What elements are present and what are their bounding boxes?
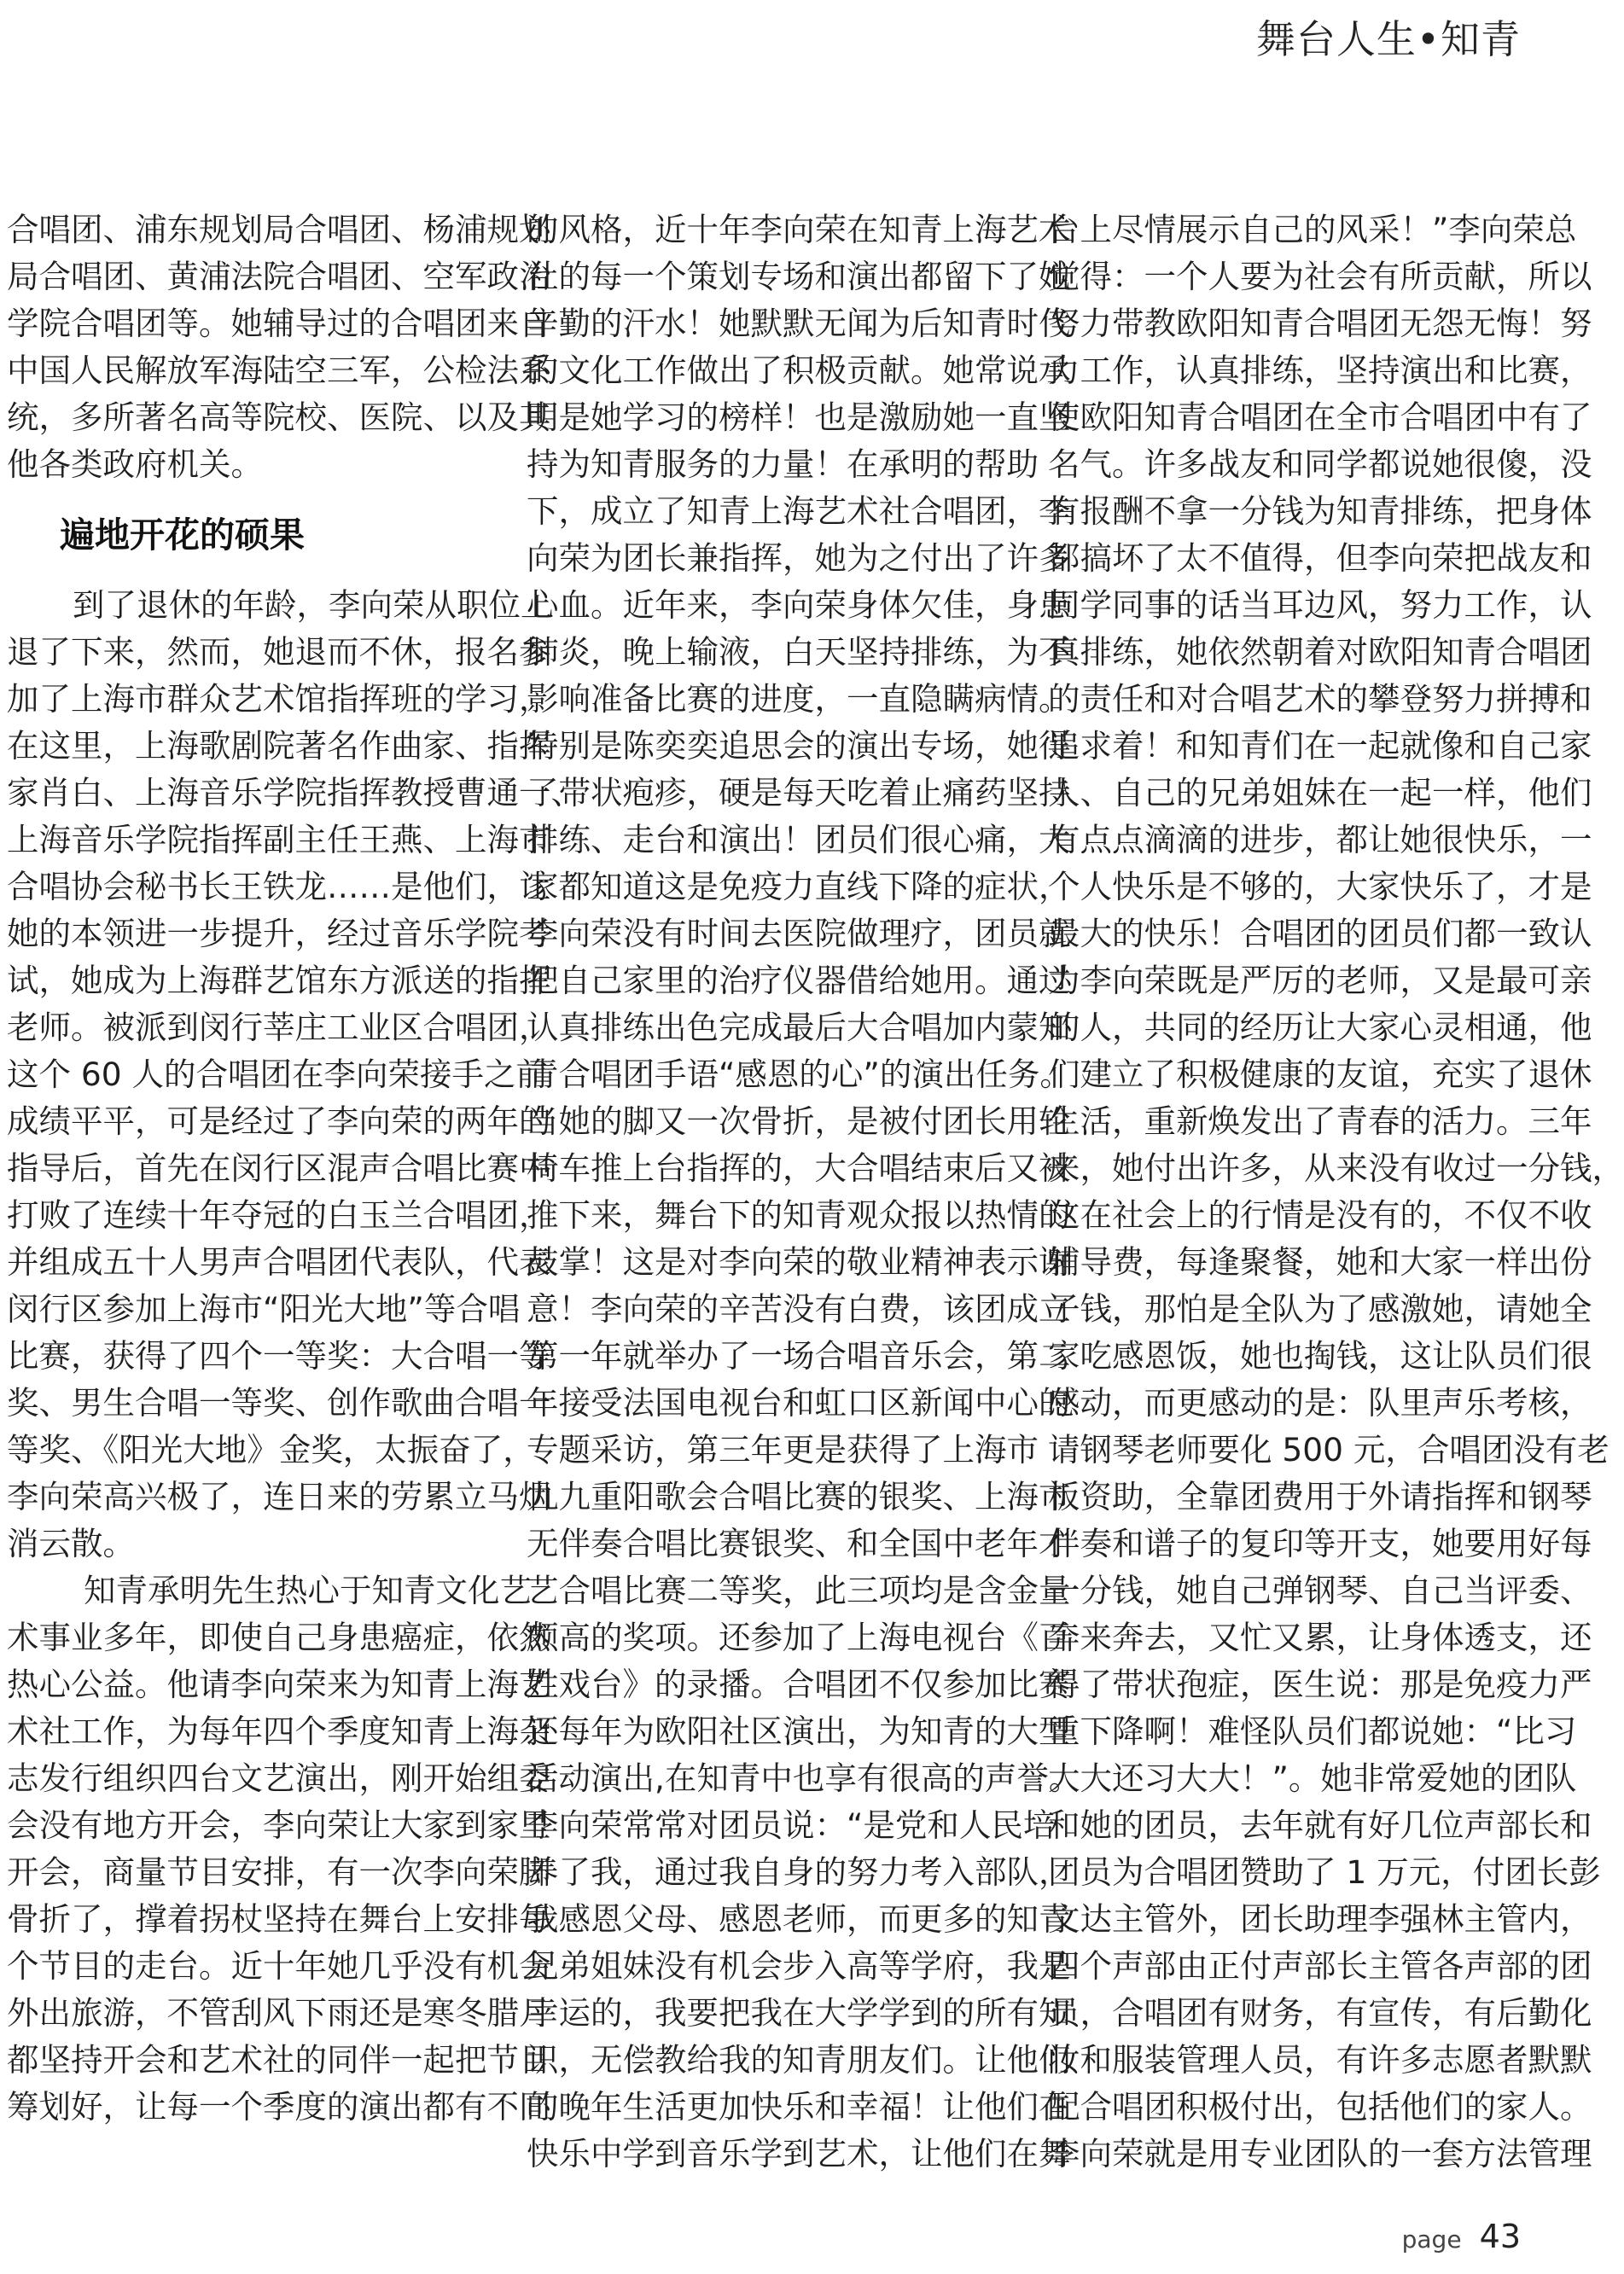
- text-line: 辅导费，每逢聚餐，她和大家一样出份: [1048, 1243, 1592, 1281]
- text-line: 到了退休的年龄，李向荣从职位上: [73, 586, 553, 624]
- text-line: 伴奏和谱子的复印等开支，她要用好每: [1048, 1525, 1592, 1562]
- text-line: 意！李向荣的辛苦没有白费，该团成立: [527, 1290, 1071, 1328]
- text-line: 他各类政府机关。: [7, 445, 263, 483]
- text-line: 颇高的奖项。还参加了上海电视台《百: [527, 1619, 1071, 1656]
- text-line: 都搞坏了太不值得，但李向荣把战友和: [1048, 539, 1592, 577]
- text-line: 成绩平平，可是经过了李向荣的两年的: [7, 1102, 551, 1140]
- text-line: 识，无偿教给我的知青朋友们。让他们: [527, 2041, 1071, 2079]
- text-line: 术社工作，为每年四个季度知青上海杂: [7, 1713, 551, 1750]
- text-line: 团员为合唱团赞助了 1 万元，付团长彭: [1048, 1853, 1601, 1891]
- text-line: 重下降啊！难怪队员们都说她：“比习: [1048, 1713, 1577, 1750]
- paragraph: [7, 582, 583, 1567]
- text-line: 妆和服装管理人员，有许多志愿者默默: [1048, 2041, 1592, 2079]
- text-line: 活动演出,在知青中也享有很高的声誉。: [527, 1759, 1081, 1797]
- text-line: 还每年为欧阳社区演出，为知青的大型: [527, 1713, 1071, 1750]
- text-line: 上海音乐学院指挥副主任王燕、上海市: [7, 821, 551, 858]
- text-line: 志发行组织四台文艺演出，刚开始组委: [7, 1759, 551, 1797]
- section-heading: 遍地开花的硕果: [60, 515, 305, 555]
- text-line: 的责任和对合唱艺术的攀登努力拼搏和: [1048, 680, 1592, 718]
- text-line: 年接受法国电视台和虹口区新闻中心的: [527, 1384, 1071, 1422]
- text-line: 来，她付出许多，从来没有收过一分钱，: [1048, 1149, 1624, 1187]
- text-line: 名气。许多战友和同学都说她很傻，没: [1048, 445, 1592, 483]
- text-line: 觉得：一个人要为社会有所贡献，所以: [1048, 258, 1592, 295]
- text-line: 追求着！和知青们在一起就像和自己家: [1048, 727, 1592, 765]
- text-line: 学院合唱团等。她辅导过的合唱团来自: [7, 305, 551, 342]
- text-line: 四个声部由正付声部长主管各声部的团: [1048, 1947, 1592, 1985]
- text-line: 奖、男生合唱一等奖、创作歌曲合唱一: [7, 1384, 551, 1422]
- text-line: 使欧阳知青合唱团在全市合唱团中有了: [1048, 398, 1592, 436]
- text-line: 最大的快乐！合唱团的团员们都一致认: [1048, 915, 1592, 952]
- text-line: 第一年就举办了一场合唱音乐会，第二: [527, 1337, 1071, 1375]
- text-line: 们建立了积极健康的友谊，充实了退休: [1048, 1056, 1592, 1093]
- text-line: 李向荣没有时间去医院做理疗，团员就: [527, 915, 1071, 952]
- text-line: 把自己家里的治疗仪器借给她用。通过: [527, 962, 1071, 999]
- text-line: 鼓掌！这是对李向荣的敬业精神表示谢: [527, 1243, 1071, 1281]
- text-line: 特别是陈奕奕追思会的演出专场，她得: [527, 727, 1071, 765]
- text-line: 这在社会上的行情是没有的，不仅不收: [1048, 1196, 1592, 1234]
- text-line: 了带状疱疹，硬是每天吃着止痛药坚持: [527, 774, 1071, 811]
- text-line: 局合唱团、黄浦法院合唱团、空军政治: [7, 258, 551, 295]
- text-line: 认真排练出色完成最后大合唱加内蒙知: [527, 1009, 1071, 1046]
- text-line: 明是她学习的榜样！也是激励她一直坚: [527, 398, 1071, 436]
- text-line: 有点点滴滴的进步，都让她很快乐，一: [1048, 821, 1592, 858]
- text-line: 她的本领进一步提升，经过音乐学院考: [7, 915, 551, 952]
- text-line: 个节目的走台。近十年她几乎没有机会: [7, 1947, 551, 1985]
- text-line: 同学同事的话当耳边风，努力工作，认: [1048, 586, 1592, 624]
- text-line: 李向荣就是用专业团队的一套方法管理: [1048, 2135, 1592, 2172]
- text-line: 兄弟姐妹没有机会步入高等学府，我是: [527, 1947, 1071, 1985]
- text-line: 比赛，获得了四个一等奖：大合唱一等: [7, 1337, 551, 1375]
- text-line: 个人快乐是不够的，大家快乐了，才是: [1048, 868, 1592, 905]
- text-line: 合唱协会秘书长王铁龙……是他们，让: [7, 868, 551, 905]
- text-line: 台上尽情展示自己的风采！”李向荣总: [1048, 211, 1577, 248]
- text-line: 请钢琴老师要化 500 元，合唱团没有老: [1048, 1431, 1609, 1469]
- text-line: 的文化工作做出了积极贡献。她常说承: [527, 352, 1071, 389]
- text-line: 外出旅游，不管刮风下雨还是寒冬腊月: [7, 1994, 551, 2032]
- text-line: 加了上海市群众艺术馆指挥班的学习，: [7, 680, 551, 718]
- text-line: 术事业多年，即使自己身患癌症，依然: [7, 1619, 551, 1656]
- text-line: 李向荣常常对团员说：“是党和人民培: [527, 1806, 1056, 1844]
- text-line: 指导后，首先在闵行区混声合唱比赛中: [7, 1149, 551, 1187]
- text-line: 辛勤的汗水！她默默无闻为后知青时代: [527, 305, 1071, 342]
- text-line: 消云散。: [7, 1525, 135, 1562]
- text-line: 人、自己的兄弟姐妹在一起一样，他们: [1048, 774, 1592, 811]
- text-line: 下，成立了知青上海艺术社合唱团，李: [527, 492, 1071, 530]
- text-line: 得了带状孢症，医生说：那是免疫力严: [1048, 1666, 1592, 1703]
- text-line: 一分钱，她自己弹钢琴、自己当评委、: [1048, 1572, 1592, 1609]
- text-line: 和她的团员，去年就有好几位声部长和: [1048, 1806, 1592, 1844]
- text-line: 试，她成为上海群艺馆东方派送的指挥: [7, 962, 551, 999]
- text-line: 闵行区参加上海市“阳光大地”等合唱: [7, 1290, 521, 1328]
- page-number: 43: [1479, 2218, 1521, 2255]
- text-line: 这个 60 人的合唱团在李向荣接手之前: [7, 1056, 549, 1093]
- text-line: 肺炎，晚上输液，白天坚持排练，为不: [527, 633, 1071, 671]
- text-line: 会没有地方开会，李向荣让大家到家里: [7, 1806, 551, 1844]
- text-line: 大大还习大大！”。她非常爱她的团队: [1048, 1759, 1577, 1797]
- article-column-2: [527, 206, 1081, 2178]
- text-line: 椅车推上台指挥的，大合唱结束后又被: [527, 1149, 1071, 1187]
- text-line: 子钱，那怕是全队为了感激她，请她全: [1048, 1290, 1592, 1328]
- text-line: 我感恩父母、感恩老师，而更多的知青: [527, 1900, 1071, 1938]
- text-line: 文达主管外，团长助理李强林主管内，: [1048, 1900, 1592, 1938]
- text-line: 退了下来，然而，她退而不休，报名参: [7, 633, 551, 671]
- text-line: 家都知道这是免疫力直线下降的症状，: [527, 868, 1071, 905]
- text-line: 家肖白、上海音乐学院指挥教授曹通一、: [7, 774, 583, 811]
- text-line: 有报酬不拿一分钱为知青排练，把身体: [1048, 492, 1592, 530]
- text-line: 专题采访，第三年更是获得了上海市: [527, 1431, 1039, 1469]
- text-line: 养了我，通过我自身的努力考入部队，: [527, 1853, 1071, 1891]
- text-line: 心血。近年来，李向荣身体欠佳，身患: [527, 586, 1071, 624]
- text-line: 知青承明先生热心于知青文化艺: [84, 1572, 532, 1609]
- page-label: page: [1401, 2225, 1462, 2254]
- text-line: 并组成五十人男声合唱团代表队，代表: [7, 1243, 551, 1281]
- text-line: 的风格，近十年李向荣在知青上海艺术: [527, 211, 1071, 248]
- text-line: 在这里，上海歌剧院著名作曲家、指挥: [7, 727, 551, 765]
- text-line: 的晚年生活更加快乐和幸福！让他们在: [527, 2088, 1071, 2126]
- text-line: 姓戏台》的录播。合唱团不仅参加比赛: [527, 1666, 1071, 1703]
- article-column-1: [7, 206, 583, 2131]
- text-line: 艺合唱比赛二等奖，此三项均是含金量: [527, 1572, 1071, 1609]
- text-line: 力工作，认真排练，坚持演出和比赛，: [1048, 352, 1592, 389]
- text-line: 中国人民解放军海陆空三军，公检法系: [7, 352, 551, 389]
- text-line: 筹划好，让每一个季度的演出都有不同: [7, 2088, 551, 2126]
- text-line: 员，合唱团有财务，有宣传，有后勤化: [1048, 1994, 1592, 2032]
- text-line: 配合唱团积极付出，包括他们的家人。: [1048, 2088, 1592, 2126]
- paragraph: [527, 206, 1081, 2178]
- text-line: 等奖、《阳光大地》金奖，太振奋了，: [7, 1431, 535, 1469]
- text-line: 骨折了，撑着拐杖坚持在舞台上安排每: [7, 1900, 551, 1938]
- text-line: 当她的脚又一次骨折，是被付团长用轮: [527, 1102, 1071, 1140]
- text-line: 奔来奔去，又忙又累，让身体透支，还: [1048, 1619, 1592, 1656]
- section-header: 舞台人生•知青: [1255, 16, 1521, 62]
- article-column-3: [1048, 206, 1624, 2178]
- text-line: 合唱团、浦东规划局合唱团、杨浦规划: [7, 211, 551, 248]
- text-line: 真排练，她依然朝着对欧阳知青合唱团: [1048, 633, 1592, 671]
- text-line: 幸运的，我要把我在大学学到的所有知: [527, 1994, 1071, 2032]
- text-line: 影响准备比赛的进度，一直隐瞒病情。: [527, 680, 1071, 718]
- paragraph: [1048, 206, 1624, 2178]
- text-line: 排练、走台和演出！团员们很心痛，大: [527, 821, 1071, 858]
- text-line: 持为知青服务的力量！在承明的帮助: [527, 445, 1039, 483]
- text-line: 青合唱团手语“感恩的心”的演出任务。: [527, 1056, 1072, 1093]
- text-line: 九九重阳歌会合唱比赛的银奖、上海市: [527, 1478, 1071, 1515]
- text-line: 的人，共同的经历让大家心灵相通，他: [1048, 1009, 1592, 1046]
- text-line: 快乐中学到音乐学到艺术，让他们在舞: [527, 2135, 1071, 2172]
- text-line: 家吃感恩饭，她也掏钱，这让队员们很: [1048, 1337, 1592, 1375]
- paragraph: [7, 206, 551, 488]
- text-line: 热心公益。他请李向荣来为知青上海艺: [7, 1666, 551, 1703]
- text-line: 为李向荣既是严厉的老师，又是最可亲: [1048, 962, 1592, 999]
- text-line: 向荣为团长兼指挥，她为之付出了许多: [527, 539, 1071, 577]
- text-line: 感动，而更感动的是：队里声乐考核，: [1048, 1384, 1592, 1422]
- text-line: 板资助，全靠团费用于外请指挥和钢琴: [1048, 1478, 1592, 1515]
- paragraph: [7, 1567, 551, 2131]
- text-line: 推下来，舞台下的知青观众报以热情的: [527, 1196, 1071, 1234]
- text-line: 开会，商量节目安排，有一次李向荣脚: [7, 1853, 551, 1891]
- text-line: 生活，重新焕发出了青春的活力。三年: [1048, 1102, 1592, 1140]
- page-footer: [1402, 2218, 1521, 2255]
- text-line: 统，多所著名高等院校、医院、以及其: [7, 398, 551, 436]
- text-line: 李向荣高兴极了，连日来的劳累立马烟: [7, 1478, 551, 1515]
- text-line: 无伴奏合唱比赛银奖、和全国中老年才: [527, 1525, 1071, 1562]
- text-line: 都坚持开会和艺术社的同伴一起把节目: [7, 2041, 551, 2079]
- text-line: 努力带教欧阳知青合唱团无怨无悔！努: [1048, 305, 1592, 342]
- text-line: 打败了连续十年夺冠的白玉兰合唱团，: [7, 1196, 551, 1234]
- text-line: 社的每一个策划专场和演出都留下了她: [527, 258, 1071, 295]
- text-line: 老师。被派到闵行莘庄工业区合唱团，: [7, 1009, 551, 1046]
